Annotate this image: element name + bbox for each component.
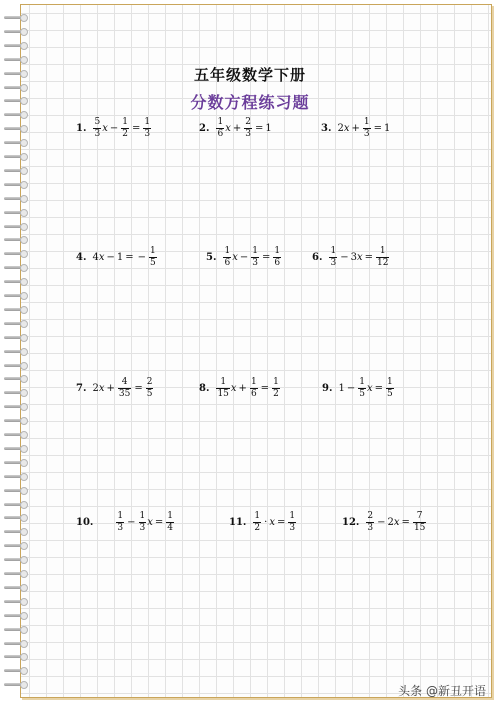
- denominator: 3: [245, 129, 251, 139]
- variable: x: [393, 517, 400, 528]
- numerator: 1: [250, 377, 257, 387]
- numerator: 1: [144, 117, 151, 127]
- spiral-ring: [4, 626, 30, 633]
- number: 1: [383, 123, 391, 134]
- operator: −: [109, 123, 119, 134]
- operator: −: [377, 517, 386, 528]
- spiral-ring: [4, 209, 30, 216]
- variable: x: [356, 252, 363, 263]
- watermark: 头条 @新丑开语: [398, 684, 486, 698]
- equation-problem: [322, 378, 395, 399]
- fraction: [329, 247, 337, 268]
- spiral-ring: [4, 375, 30, 382]
- fraction: [166, 512, 174, 533]
- spiral-ring: [4, 250, 30, 257]
- numerator: 1: [139, 511, 146, 521]
- spiral-ring: [4, 42, 30, 49]
- fraction: [146, 378, 154, 399]
- spiral-ring: [4, 445, 30, 452]
- spiral-ring: [4, 653, 30, 660]
- numerator: 1: [252, 246, 258, 256]
- fraction: [216, 378, 229, 399]
- spiral-ring: [4, 236, 30, 243]
- numerator: 7: [416, 511, 423, 521]
- operator: −: [137, 252, 147, 263]
- equation-problem: [76, 118, 152, 139]
- operator: =: [125, 252, 134, 263]
- denominator: 6: [274, 258, 281, 268]
- spiral-ring: [4, 153, 30, 160]
- spiral-ring: [4, 14, 30, 21]
- fraction: [358, 378, 366, 399]
- variable: x: [230, 383, 237, 394]
- variable: x: [232, 252, 238, 263]
- spiral-ring: [4, 612, 30, 619]
- denominator: 2: [122, 129, 128, 139]
- number: 2: [387, 517, 394, 528]
- spiral-ring: [4, 125, 30, 132]
- fraction: [288, 512, 296, 533]
- numerator: 1: [330, 246, 337, 256]
- numerator: 5: [94, 117, 101, 127]
- number: 1: [265, 123, 272, 134]
- operator: −: [346, 383, 356, 394]
- denominator: 3: [144, 129, 151, 139]
- numerator: 1: [117, 511, 124, 521]
- fraction: [149, 247, 157, 268]
- denominator: 3: [330, 258, 337, 268]
- spiral-ring: [4, 292, 30, 299]
- spiral-ring: [4, 570, 30, 577]
- spiral-ring: [4, 181, 30, 188]
- variable: x: [366, 383, 373, 394]
- equation-problem: [312, 247, 390, 268]
- numerator: 2: [367, 511, 374, 521]
- numerator: 2: [245, 117, 251, 127]
- problem-number: 1.: [76, 123, 87, 134]
- fraction: [272, 378, 280, 399]
- spiral-ring: [4, 487, 30, 494]
- spiral-ring: [4, 348, 30, 355]
- equation-problem: [321, 118, 390, 139]
- spiral-ring: [4, 306, 30, 313]
- problem-number: 4.: [76, 252, 87, 263]
- denominator: 3: [139, 523, 146, 533]
- spiral-ring: [4, 334, 30, 341]
- problem-number: 9.: [322, 383, 333, 394]
- equation-problem: [76, 512, 175, 533]
- operator: =: [364, 252, 373, 263]
- fraction: [118, 378, 131, 399]
- spiral-ring: [4, 542, 30, 549]
- fraction: [413, 512, 426, 533]
- numerator: 1: [359, 377, 365, 387]
- number: 1: [116, 252, 124, 263]
- numerator: 2: [146, 377, 153, 387]
- equation-problem: [199, 378, 281, 399]
- fraction: [93, 118, 101, 139]
- number: 2: [92, 383, 99, 394]
- denominator: 5: [386, 389, 393, 399]
- fraction: [139, 512, 147, 533]
- page-subtitle: 分数方程练习题: [190, 93, 310, 112]
- number: 3: [350, 252, 357, 263]
- operator: +: [232, 123, 242, 134]
- problem-number: 3.: [321, 123, 332, 134]
- fraction: [143, 118, 151, 139]
- operator: ·: [264, 517, 268, 528]
- page-title: 五年级数学下册: [193, 66, 306, 84]
- fraction: [273, 247, 281, 268]
- equation-problem: [342, 512, 427, 533]
- numerator: 4: [121, 377, 128, 387]
- equation-problem: [206, 247, 282, 268]
- denominator: 3: [117, 523, 124, 533]
- spiral-ring: [4, 640, 30, 647]
- operator: =: [373, 123, 382, 134]
- numerator: 1: [289, 511, 296, 521]
- problem-number: 8.: [199, 383, 210, 394]
- spiral-ring: [4, 417, 30, 424]
- variable: x: [269, 517, 275, 528]
- problem-number: 10.: [76, 517, 94, 528]
- operator: +: [351, 123, 360, 134]
- numerator: 1: [363, 117, 370, 127]
- fraction: [376, 247, 389, 268]
- fraction: [386, 378, 394, 399]
- numerator: 1: [167, 511, 174, 521]
- numerator: 1: [150, 246, 156, 256]
- operator: =: [260, 383, 270, 394]
- problem-number: 6.: [312, 252, 323, 263]
- denominator: 3: [363, 129, 370, 139]
- numerator: 1: [122, 117, 128, 127]
- fraction: [121, 118, 129, 139]
- operator: =: [401, 517, 410, 528]
- spiral-ring: [4, 598, 30, 605]
- spiral-ring: [4, 431, 30, 438]
- denominator: 12: [376, 258, 389, 268]
- equation-problem: [229, 512, 297, 533]
- operator: =: [134, 383, 143, 394]
- spiral-ring: [4, 667, 30, 674]
- operator: −: [127, 517, 136, 528]
- numerator: 1: [274, 246, 281, 256]
- fraction: [216, 118, 224, 139]
- denominator: 15: [413, 523, 426, 533]
- spiral-ring: [4, 195, 30, 202]
- operator: =: [374, 383, 383, 394]
- operator: =: [131, 123, 141, 134]
- numerator: 1: [379, 246, 386, 256]
- variable: x: [147, 517, 153, 528]
- variable: x: [225, 123, 231, 134]
- spiral-ring: [4, 403, 30, 410]
- numerator: 1: [224, 246, 231, 256]
- problem-number: 2.: [199, 123, 210, 134]
- equation-problem: [76, 378, 154, 399]
- spiral-ring: [4, 278, 30, 285]
- numerator: 1: [217, 117, 224, 127]
- problem-number: 7.: [76, 383, 87, 394]
- denominator: 3: [367, 523, 374, 533]
- spiral-ring: [4, 320, 30, 327]
- denominator: 5: [359, 389, 365, 399]
- numerator: 1: [220, 377, 227, 387]
- variable: x: [98, 383, 105, 394]
- denominator: 15: [217, 389, 229, 399]
- spiral-ring: [4, 167, 30, 174]
- denominator: 2: [254, 523, 261, 533]
- denominator: 3: [289, 523, 296, 533]
- operator: +: [106, 383, 115, 394]
- fraction: [223, 247, 231, 268]
- spiral-ring: [4, 56, 30, 63]
- spiral-ring: [4, 264, 30, 271]
- operator: −: [239, 252, 249, 263]
- fraction: [244, 118, 252, 139]
- denominator: 3: [94, 129, 101, 139]
- fraction: [250, 378, 258, 399]
- spiral-ring: [4, 514, 30, 521]
- operator: =: [261, 252, 271, 263]
- equation-problem: [199, 118, 272, 139]
- spiral-ring: [4, 28, 30, 35]
- fraction: [253, 512, 261, 533]
- spiral-ring: [4, 528, 30, 535]
- denominator: 3: [252, 258, 258, 268]
- denominator: 2: [273, 389, 279, 399]
- variable: x: [98, 252, 105, 263]
- numerator: 1: [254, 511, 261, 521]
- variable: x: [343, 123, 350, 134]
- denominator: 35: [118, 389, 131, 399]
- spiral-ring: [4, 223, 30, 230]
- fraction: [116, 512, 124, 533]
- spiral-ring: [4, 501, 30, 508]
- equation-problem: [76, 247, 158, 268]
- spiral-ring: [4, 473, 30, 480]
- fraction: [366, 512, 374, 533]
- operator: −: [340, 252, 349, 263]
- spiral-ring: [4, 681, 30, 688]
- denominator: 5: [150, 258, 156, 268]
- operator: −: [106, 252, 115, 263]
- spiral-ring: [4, 362, 30, 369]
- operator: =: [276, 517, 286, 528]
- fraction: [251, 247, 259, 268]
- spiral-binding: [0, 14, 30, 694]
- problem-number: 12.: [342, 517, 360, 528]
- problem-number: 11.: [229, 517, 247, 528]
- fraction: [363, 118, 371, 139]
- variable: x: [102, 123, 108, 134]
- operator: =: [254, 123, 264, 134]
- numerator: 1: [273, 377, 279, 387]
- problem-number: 5.: [206, 252, 217, 263]
- numerator: 1: [386, 377, 393, 387]
- spiral-ring: [4, 139, 30, 146]
- operator: =: [154, 517, 164, 528]
- denominator: 5: [146, 389, 153, 399]
- denominator: 6: [250, 389, 257, 399]
- spiral-ring: [4, 389, 30, 396]
- number: 4: [92, 252, 99, 263]
- operator: +: [238, 383, 247, 394]
- spiral-ring: [4, 584, 30, 591]
- denominator: 6: [217, 129, 224, 139]
- spiral-ring: [4, 459, 30, 466]
- denominator: 6: [224, 258, 231, 268]
- denominator: 4: [167, 523, 174, 533]
- number: 2: [337, 123, 344, 134]
- spiral-ring: [4, 556, 30, 563]
- number: 1: [338, 383, 345, 394]
